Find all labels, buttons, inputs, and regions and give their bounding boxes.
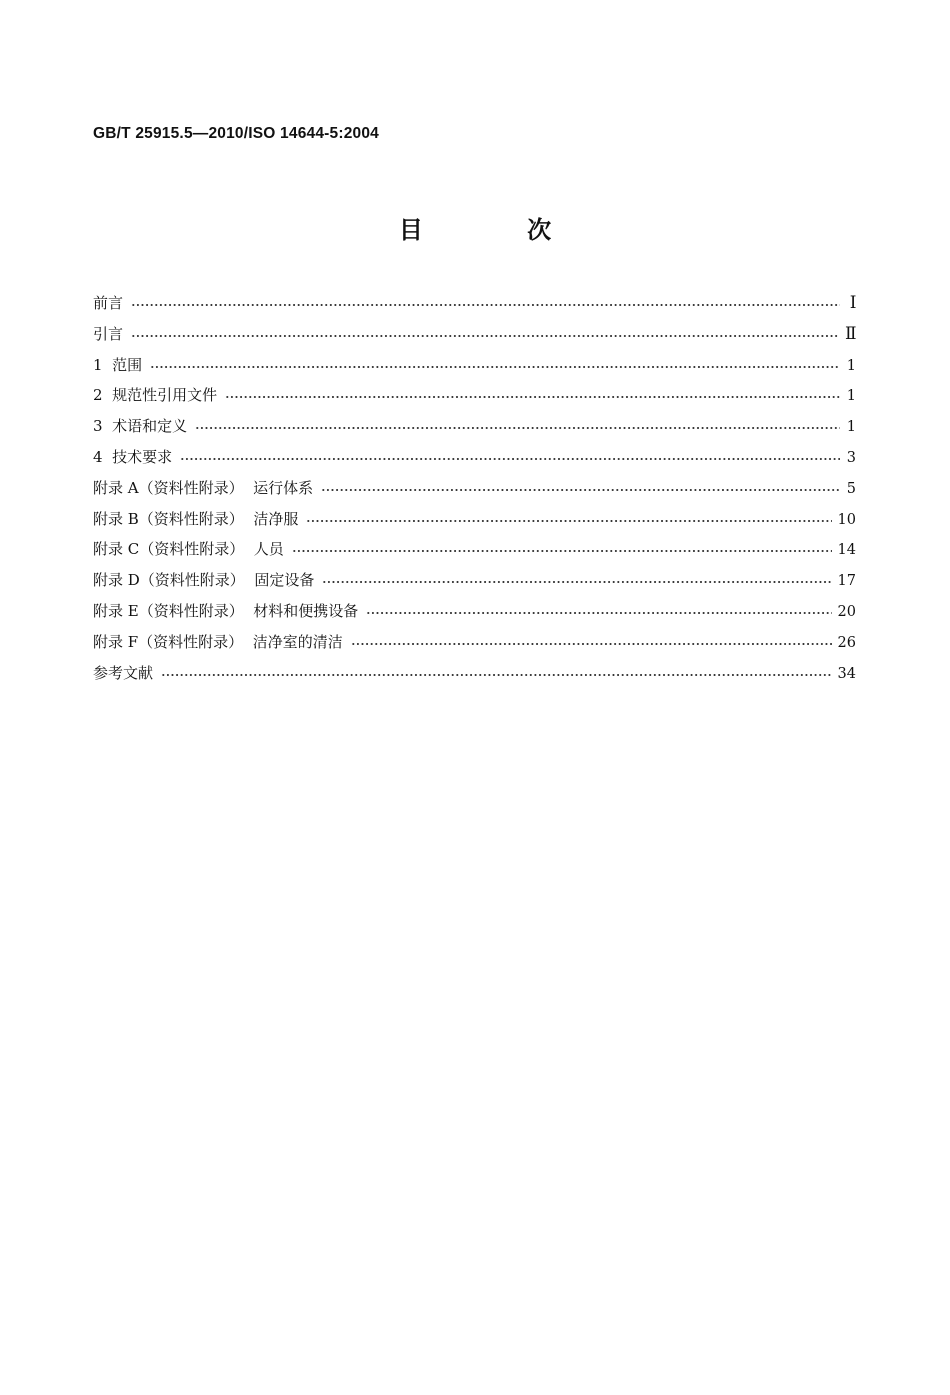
toc-entry-annex-d[interactable] [93,567,856,598]
toc-entry-annex-c[interactable] [93,536,856,567]
toc-entry-label: 附录 C（资料性附录） 人员 [93,540,284,559]
dot-leader [292,537,832,555]
toc-entry-label: 附录 F（资料性附录） 洁净室的清洁 [93,632,343,651]
toc-entry-page: Ⅰ [849,293,856,313]
toc-entry-label: 附录 A（资料性附录） 运行体系 [93,478,314,497]
toc-entry-label: 附录 E（资料性附录） 材料和便携设备 [93,601,359,620]
dot-leader [131,322,839,340]
toc-entry-page: 3 [846,449,856,466]
toc-entry-terms-definitions[interactable] [93,413,856,444]
toc-entry-page: 17 [837,573,856,590]
dot-leader [180,445,840,463]
table-of-contents [93,290,856,690]
toc-entry-page: Ⅱ [844,323,856,344]
toc-entry-scope[interactable] [93,352,856,383]
toc-entry-annex-b[interactable] [93,506,856,537]
toc-entry-label: 附录 B（资料性附录） 洁净服 [93,509,299,528]
dot-leader [306,507,831,525]
toc-entry-label: 附录 D（资料性附录） 固定设备 [93,571,315,590]
toc-entry-foreword[interactable] [93,290,856,321]
dot-leader [195,414,840,432]
toc-entry-page: 5 [846,480,856,497]
dot-leader [225,383,840,401]
toc-entry-label: 引言 [93,324,124,343]
dot-leader [161,661,832,679]
toc-entry-page: 34 [837,665,856,682]
toc-entry-normative-references[interactable] [93,382,856,413]
toc-entry-label: 4 技术要求 [93,447,173,466]
toc-entry-page: 20 [837,603,856,620]
toc-entry-page: 10 [837,511,856,528]
dot-leader [366,599,831,617]
toc-entry-annex-e[interactable] [93,598,856,629]
toc-entry-label: 3 术语和定义 [93,417,188,436]
dot-leader [150,353,840,371]
toc-entry-page: 1 [846,388,856,405]
toc-entry-page: 1 [846,357,856,374]
toc-entry-annex-a[interactable] [93,475,856,506]
toc-entry-annex-f[interactable] [93,629,856,660]
dot-leader [131,291,840,309]
dot-leader [351,630,832,648]
toc-entry-introduction[interactable] [93,321,856,352]
toc-entry-technical-requirements[interactable] [93,444,856,475]
toc-entry-label: 2 规范性引用文件 [93,386,218,405]
dot-leader [322,568,831,586]
page-title: 目 次 [398,216,600,244]
toc-entry-label: 前言 [93,294,124,312]
toc-entry-page: 14 [837,542,856,559]
toc-entry-page: 1 [846,419,856,436]
toc-entry-label: 1 范围 [93,355,143,374]
toc-entry-label: 参考文献 [93,663,154,682]
dot-leader [321,476,840,494]
toc-entry-bibliography[interactable] [93,660,856,691]
toc-entry-page: 26 [837,634,856,651]
standard-code: GB/T 25915.5—2010/ISO 14644-5:2004 [93,125,379,142]
